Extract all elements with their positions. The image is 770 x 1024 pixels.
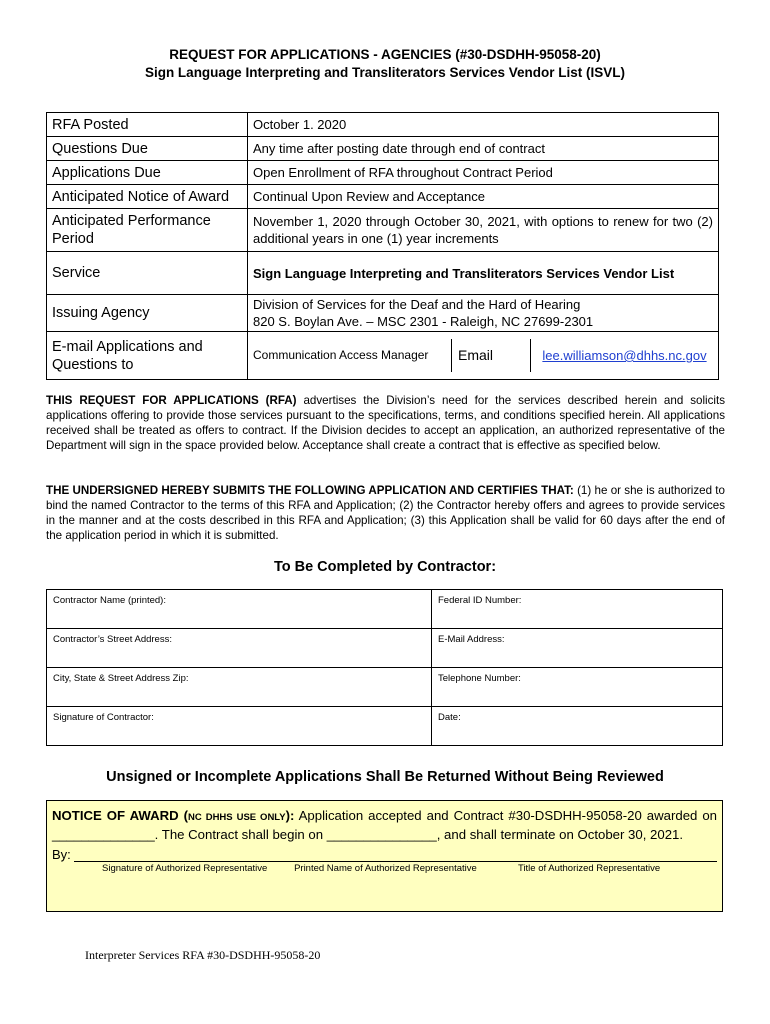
table-row <box>47 707 723 746</box>
info-label: Questions Due <box>47 137 248 161</box>
table-row <box>47 668 723 707</box>
para-lead: THE UNDERSIGNED HEREBY SUBMITS THE FOLLOWING APPLICATION AND CERTIFIES THAT: <box>46 484 574 497</box>
signature-line[interactable] <box>74 847 717 862</box>
printed-name-caption: Printed Name of Authorized Representative <box>294 863 477 874</box>
rfa-info-table <box>46 112 719 380</box>
table-row <box>47 185 719 209</box>
agency-address: 820 S. Boylan Ave. – MSC 2301 - Raleigh, NC 27699-2301 <box>253 314 594 329</box>
notice-text <box>52 807 717 843</box>
contact-role: Communication Access Manager <box>253 348 429 362</box>
by-label: By: <box>52 847 71 862</box>
federal-id-field[interactable]: Federal ID Number: <box>432 590 723 629</box>
notice-use-only: NC DHHS USE ONLY <box>188 812 286 823</box>
table-row <box>47 295 719 332</box>
para-body: (1) he or she is authorized to bind the named Contractor to the terms of this RFA and Application; (2) the Contractor hereby offers and agrees to provide services in the manner and at the costs described in this RFA and Application; (3) this Application shall be valid for 60 days after the end of the application period in which it is submitted. <box>46 484 725 542</box>
title-caption: Title of Authorized Representative <box>517 863 661 874</box>
notice-lead: NOTICE OF AWARD ( <box>52 808 189 823</box>
notice-body: Application accepted and Contract #30-DSDHH-95058-20 awarded on ______________. The Contract shall begin on _______________, and shall terminate on October 30, 2021. <box>52 808 718 842</box>
contact-type: Email <box>451 339 531 372</box>
notice-lead-end: ): <box>285 808 295 823</box>
signature-caption: Signature of Authorized Representative <box>102 863 268 874</box>
page-footer: Interpreter Services RFA #30-DSDHH-95058-20 <box>85 948 321 962</box>
contractor-name-field[interactable]: Contractor Name (printed): <box>47 590 432 629</box>
table-row <box>47 209 719 252</box>
info-value: Continual Upon Review and Acceptance <box>248 185 719 209</box>
document-title: REQUEST FOR APPLICATIONS - AGENCIES (#30-DSDHH-95058-20) <box>169 47 601 62</box>
info-value: Open Enrollment of RFA throughout Contract Period <box>248 161 719 185</box>
info-label: Applications Due <box>47 161 248 185</box>
city-state-zip-field[interactable]: City, State & Street Address Zip: <box>47 668 432 707</box>
para-body: advertises the Division’s need for the services described herein and solicits applications offering to provide those services pursuant to the specifications, terms, and conditions specified herein. All applications received shall be treated as offers to contract. If the Division decides to accept an application, an authorized representative of the Department will sign in the space provided below. Acceptance shall create a contract that is effective as specified below. <box>46 394 725 452</box>
info-value <box>248 295 719 332</box>
info-value: Sign Language Interpreting and Transliterators Services Vendor List <box>248 252 719 295</box>
info-label: Service <box>47 252 248 295</box>
table-row <box>47 590 723 629</box>
info-label: Anticipated Performance Period <box>47 209 248 252</box>
signature-captions <box>52 863 717 874</box>
table-row <box>47 113 719 137</box>
info-value: November 1, 2020 through October 30, 2021, with options to renew for two (2) additional years in one (1) year increments <box>248 209 719 252</box>
street-address-field[interactable]: Contractor’s Street Address: <box>47 629 432 668</box>
warning-heading: Unsigned or Incomplete Applications Shall Be Returned Without Being Reviewed <box>106 769 664 785</box>
rfa-description <box>46 393 725 453</box>
contact-row <box>253 339 718 372</box>
para-lead: THIS REQUEST FOR APPLICATIONS (RFA) <box>46 394 297 407</box>
email-address-field[interactable]: E-Mail Address: <box>432 629 723 668</box>
table-row <box>47 629 723 668</box>
contact-email-cell <box>531 347 718 364</box>
info-value: October 1. 2020 <box>248 113 719 137</box>
notice-by-row <box>52 847 717 862</box>
info-label: E-mail Applications and Questions to <box>47 332 248 380</box>
contractor-heading: To Be Completed by Contractor: <box>273 559 497 575</box>
table-row <box>47 161 719 185</box>
contact-email-link[interactable]: lee.williamson@dhhs.nc.gov <box>542 348 707 363</box>
certification-statement <box>46 483 725 543</box>
info-label: Issuing Agency <box>47 295 248 332</box>
info-value: Any time after posting date through end of contract <box>248 137 719 161</box>
info-label: Anticipated Notice of Award <box>47 185 248 209</box>
table-row <box>47 252 719 295</box>
contractor-form <box>46 589 723 746</box>
telephone-field[interactable]: Telephone Number: <box>432 668 723 707</box>
notice-of-award-box <box>46 800 723 912</box>
info-label: RFA Posted <box>47 113 248 137</box>
date-field[interactable]: Date: <box>432 707 723 746</box>
info-value <box>248 332 719 380</box>
document-subtitle: Sign Language Interpreting and Transliterators Services Vendor List (ISVL) <box>144 65 626 80</box>
agency-name: Division of Services for the Deaf and the Hard of Hearing <box>253 297 581 312</box>
table-row <box>47 137 719 161</box>
signature-field[interactable]: Signature of Contractor: <box>47 707 432 746</box>
table-row <box>47 332 719 380</box>
